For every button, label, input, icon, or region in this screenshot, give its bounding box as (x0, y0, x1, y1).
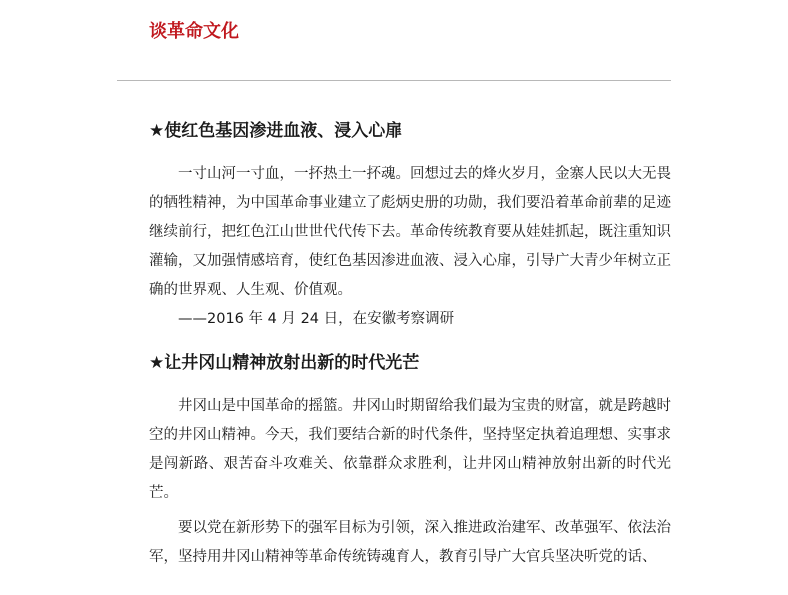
section-1 (117, 116, 671, 334)
section-heading: ★使红色基因渗进血液、浸入心扉 (149, 121, 403, 141)
section-2 (117, 348, 671, 572)
article-content (117, 116, 671, 572)
title-divider (117, 80, 671, 81)
article-title: 谈革命文化 (149, 21, 239, 42)
paragraph: 一寸山河一寸血，一抔热土一抔魂。回想过去的烽火岁月，金寨人民以大无畏的牺牲精神，为中国革命事业建立了彪炳史册的功勋，我们要沿着革命前辈的足迹继续前行，把红色江山世世代代传下去。革命传统教育要从娃娃抓起，既注重知识灌输，又加强情感培育，使红色基因渗进血液、浸入心扉，引导广大青少年树立正确的世界观、人生观、价值观。 (149, 166, 671, 298)
source-line: ——2016 年 4 月 24 日，在安徽考察调研 (178, 311, 455, 327)
paragraph: 井冈山是中国革命的摇篮。井冈山时期留给我们最为宝贵的财富，就是跨越时空的井冈山精神。今天，我们要结合新的时代条件，坚持坚定执着追理想、实事求是闯新路、艰苦奋斗攻难关、依靠群众求胜利，让井冈山精神放射出新的时代光芒。 (149, 398, 671, 501)
paragraph: 要以党在新形势下的强军目标为引领，深入推进政治建军、改革强军、依法治军，坚持用井冈山精神等革命传统铸魂育人，教育引导广大官兵坚决听党的话、 (149, 520, 671, 565)
section-heading: ★让井冈山精神放射出新的时代光芒 (149, 353, 420, 373)
